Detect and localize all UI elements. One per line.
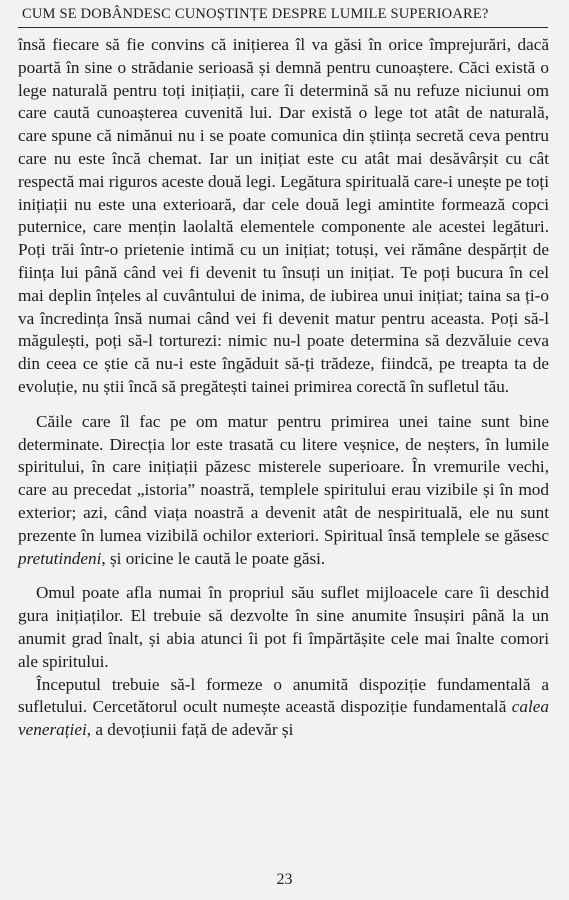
paragraph-continued bbox=[18, 34, 549, 399]
paragraph-veneration bbox=[18, 674, 549, 742]
header-rule bbox=[18, 27, 548, 28]
paragraph-text: , a devoțiunii față de adevăr și bbox=[86, 720, 294, 740]
paragraph-text: Omul poate afla numai în propriul său suflet mijloacele care îi deschid gura inițiaților. El trebuie să dezvolte în sine anumite însușiri până la un anumit grad înalt, și abia atunci îi pot fi împărtășite cele mai înalte comori ale spiritului. bbox=[18, 583, 549, 671]
emphasis-text: pretutindeni bbox=[18, 548, 102, 568]
paragraph-soul-means bbox=[18, 582, 549, 673]
emphasis-text: calea venerației bbox=[18, 697, 549, 740]
paragraph-text: , și oricine le caută le poate găsi. bbox=[101, 548, 326, 568]
page-number: 23 bbox=[276, 871, 293, 888]
body-text bbox=[18, 34, 549, 742]
running-header: CUM SE DOBÂNDESC CUNOȘTINȚE DESPRE LUMILE SUPERIOARE? bbox=[22, 6, 489, 22]
paragraph-text: Căile care îl fac pe om matur pentru primirea unei taine sunt bine determinate. Direcția lor este trasată cu litere veșnice, de neșters, în lumile spiritului, în care inițiații păzesc misterele superioare. În vremurile vechi, care au precedat „istoria” noastră, templele spiritului erau vizibile și în mod exterior; azi, când viața noastră a devenit atât de nespirituală, ele nu sunt prezente în lumea vizibilă ochilor exteriori. Spiritual însă templele se găsesc bbox=[18, 411, 549, 545]
paragraph-text: Începutul trebuie să-l formeze o anumită dispoziție fundamentală a sufletului. Cercetătorul ocult numește această dispoziție fundamentală bbox=[18, 674, 549, 717]
paragraph-temple-paths bbox=[18, 411, 549, 571]
paragraph-text: însă fiecare să fie convins că inițierea îl va găsi în orice împrejurări, dacă poartă în sine o strădanie serioasă și demnă pentru cunoaștere. Căci există o lege naturală pentru toți inițiații, care îi determină să nu refuze niciunui om care caută cunoașterea cuvenită lui. Dar există o lege tot atât de naturală, care spune că nimănui nu i se poate comunica din știința secretă ceva pentru care nu este încă chemat. Iar un inițiat este cu atât mai desăvârșit cu cât respectă mai riguros aceste două legi. Legătura spirituală care-i unește pe toți inițiații nu este una exterioară, dar cele două legi amintite formează copci puternice, care mențin laolaltă elementele componente ale acestei legături. Poți trăi într-o prietenie intimă cu un inițiat; totuși, vei rămâne despărțit de ființa lui până când vei fi devenit tu însuți un inițiat. Te poți bucura în cel mai deplin înțeles al cuvântului de inima, de iubirea unui inițiat; taina sa ți-o va încredința însă numai când vei fi devenit matur pentru aceasta. Poți să-l măgulești, poți să-l torturezi: nimic nu-l poate determina să dezvăluie ceva din ceea ce știe că nu-i este îngăduit să-ți trădeze, fiindcă, pe treapta ta de evoluție, nu știi încă să pregătești tainei primirea corectă în sufletul tău. bbox=[18, 35, 549, 396]
